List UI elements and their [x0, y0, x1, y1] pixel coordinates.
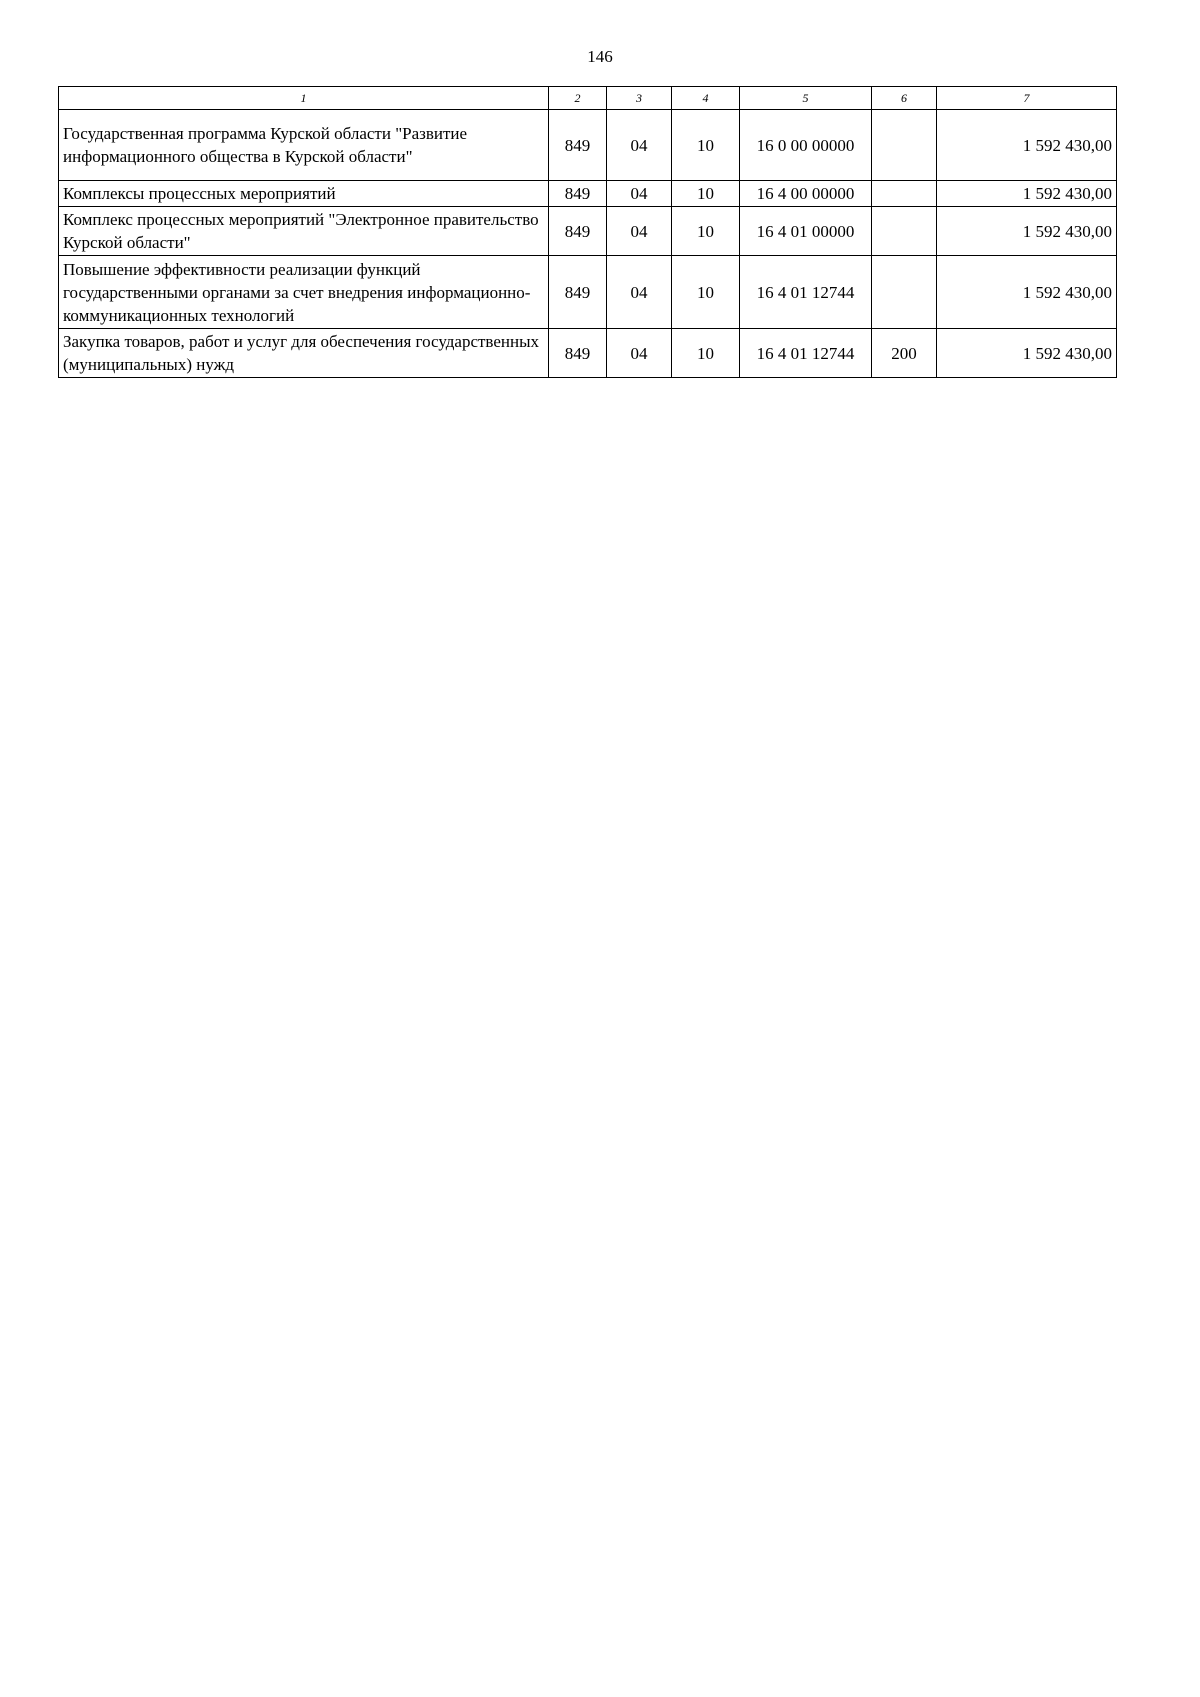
header-row	[59, 87, 1117, 110]
row-rz: 04	[607, 256, 672, 329]
row-ved: 849	[549, 256, 607, 329]
row-ved: 849	[549, 329, 607, 378]
page-number: 146	[587, 47, 613, 66]
row-name: Закупка товаров, работ и услуг для обеспечения государственных (муниципальных) нужд	[59, 329, 549, 378]
row-name: Комплексы процессных мероприятий	[59, 181, 549, 207]
row-vr	[872, 181, 937, 207]
table-row	[59, 207, 1117, 256]
table-row	[59, 110, 1117, 181]
row-name: Повышение эффективности реализации функций государственными органами за счет внедрения информационно-коммуникационных технологий	[59, 256, 549, 329]
row-sum: 1 592 430,00	[937, 181, 1117, 207]
row-pr: 10	[672, 207, 740, 256]
row-sum: 1 592 430,00	[937, 110, 1117, 181]
header-cell: 7	[937, 87, 1117, 110]
row-pr: 10	[672, 110, 740, 181]
row-vr	[872, 110, 937, 181]
row-rz: 04	[607, 329, 672, 378]
row-csr: 16 4 00 00000	[740, 181, 872, 207]
row-vr: 200	[872, 329, 937, 378]
row-name: Комплекс процессных мероприятий "Электронное правительство Курской области"	[59, 207, 549, 256]
row-rz: 04	[607, 207, 672, 256]
row-csr: 16 0 00 00000	[740, 110, 872, 181]
row-pr: 10	[672, 329, 740, 378]
row-rz: 04	[607, 181, 672, 207]
header-cell: 4	[672, 87, 740, 110]
row-csr: 16 4 01 12744	[740, 329, 872, 378]
row-csr: 16 4 01 00000	[740, 207, 872, 256]
table-row	[59, 256, 1117, 329]
row-sum: 1 592 430,00	[937, 329, 1117, 378]
row-pr: 10	[672, 181, 740, 207]
header-cell: 1	[59, 87, 549, 110]
budget-table	[58, 86, 1117, 378]
header-cell: 6	[872, 87, 937, 110]
table-row	[59, 329, 1117, 378]
row-ved: 849	[549, 181, 607, 207]
row-sum: 1 592 430,00	[937, 207, 1117, 256]
row-pr: 10	[672, 256, 740, 329]
row-vr	[872, 256, 937, 329]
header-cell: 3	[607, 87, 672, 110]
row-name: Государственная программа Курской области "Развитие информационного общества в Курской области"	[59, 110, 549, 181]
header-cell: 5	[740, 87, 872, 110]
table-row	[59, 181, 1117, 207]
row-ved: 849	[549, 207, 607, 256]
row-ved: 849	[549, 110, 607, 181]
row-vr	[872, 207, 937, 256]
row-sum: 1 592 430,00	[937, 256, 1117, 329]
row-csr: 16 4 01 12744	[740, 256, 872, 329]
header-cell: 2	[549, 87, 607, 110]
row-rz: 04	[607, 110, 672, 181]
